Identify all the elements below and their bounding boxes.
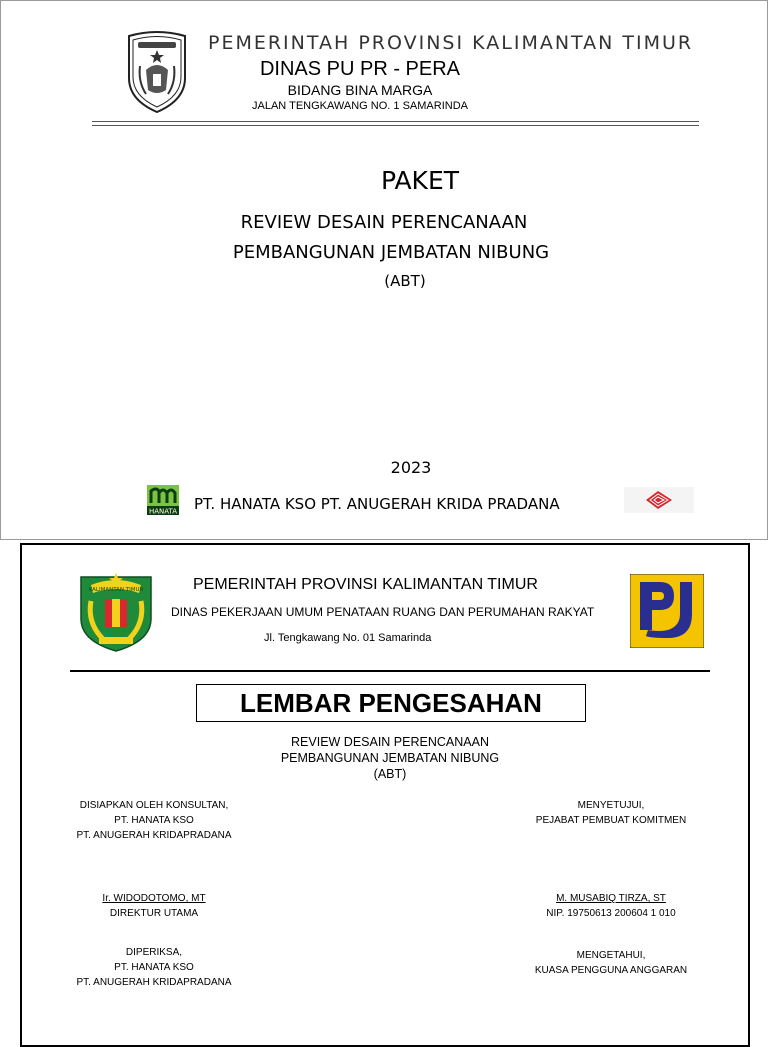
approval-dinas-name: DINAS PEKERJAAN UMUM PENATAAN RUANG DAN PERUMAHAN RAKYAT [171,605,595,619]
cover-title-line-2: PEMBANGUNAN JEMBATAN NIBUNG [232,242,550,263]
prepared-by-label: DISIAPKAN OLEH KONSULTAN, [79,800,229,811]
kaltim-emblem-text: KALIMANTAN TIMUR [88,587,144,593]
pekerjaan-umum-logo-icon [630,574,704,648]
cover-company-name: PT. HANATA KSO PT. ANUGERAH KRIDA PRADANA [194,495,560,513]
prepared-by-company-2: PT. ANUGERAH KRIDAPRADANA [76,830,232,841]
approval-address: Jl. Tengkawang No. 01 Samarinda [264,632,432,644]
hanata-logo-icon [147,485,179,515]
checked-by-label: DIPERIKSA, [125,947,183,958]
cover-divider-bottom [92,125,699,126]
cover-paket-label: PAKET [380,166,460,195]
cover-title-line-1: REVIEW DESAIN PERENCANAAN [240,212,528,233]
right-signatory-nip: NIP. 19750613 200604 1 010 [546,908,676,919]
left-signatory-name: Ir. WIDODOTOMO, MT [102,893,206,904]
acknowledged-by-label: MENGETAHUI, [576,950,646,961]
approval-sheet-title: LEMBAR PENGESAHAN [240,688,542,718]
checked-by-company-2: PT. ANUGERAH KRIDAPRADANA [76,977,232,988]
acknowledged-by-role: KUASA PENGGUNA ANGGARAN [534,965,688,976]
cover-year: 2023 [390,458,432,477]
approved-by-block [498,798,724,828]
hanata-logo-text: HANATA [148,507,178,515]
prepared-by-block [40,798,268,843]
approved-by-label: MENYETUJUI, [577,800,645,811]
anugerah-krida-pradana-logo-icon [624,487,694,513]
left-signatory-role: DIREKTUR UTAMA [109,908,199,919]
cover-divider-top [92,121,699,122]
cover-title-line-3: (ABT) [384,272,426,290]
approval-title-line-1: REVIEW DESAIN PERENCANAAN [291,735,489,749]
approval-title-line-3: (ABT) [373,767,407,781]
prepared-by-company-1: PT. HANATA KSO [114,815,194,826]
right-signatory-name: M. MUSABIQ TIRZA, ST [556,893,666,904]
cover-dinas-name: DINAS PU PR - PERA [259,58,461,80]
acknowledged-by-block [498,948,724,978]
cover-government-name: PEMERINTAH PROVINSI KALIMANTAN TIMUR [208,32,694,54]
approval-divider [70,670,710,672]
east-kalimantan-crest-icon [126,30,188,114]
checked-by-block [40,945,268,990]
right-signature-block [498,891,724,921]
approved-by-role: PEJABAT PEMBUAT KOMITMEN [535,815,687,826]
cover-address: JALAN TENGKAWANG NO. 1 SAMARINDA [252,100,468,112]
kalimantan-timur-emblem-icon [79,573,153,653]
cover-bidang-name: BIDANG BINA MARGA [287,82,433,98]
approval-title-line-2: PEMBANGUNAN JEMBATAN NIBUNG [280,751,500,765]
left-signature-block [40,891,268,921]
checked-by-company-1: PT. HANATA KSO [114,962,194,973]
approval-government-name: PEMERINTAH PROVINSI KALIMANTAN TIMUR [193,576,538,593]
